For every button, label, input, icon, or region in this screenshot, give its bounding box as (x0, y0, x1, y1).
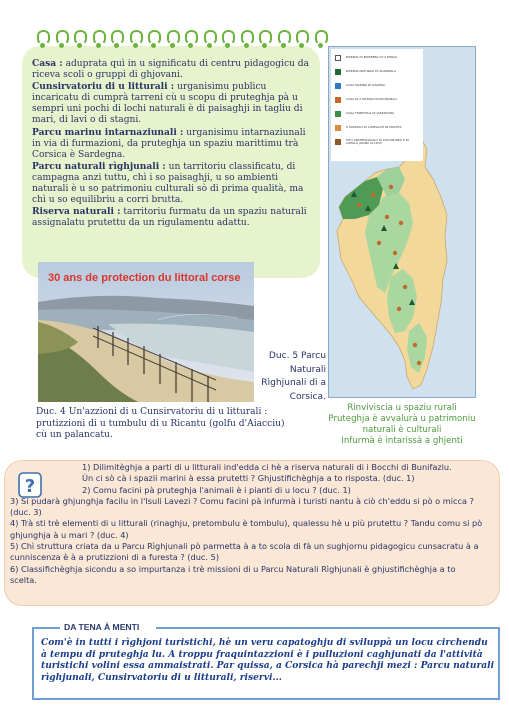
svg-text:?: ? (24, 476, 36, 497)
legend-item (335, 97, 420, 103)
glossary-definition: aduprata quì in u significatu di centru pidagogicu da riceva scoli o gruppi di ghjovani. (32, 59, 310, 81)
ring-icon (92, 30, 104, 48)
photo-title: 30 ans de protection du littoral corse (48, 272, 241, 284)
ring-icon (166, 30, 178, 48)
ring-icon (129, 30, 141, 48)
glossary-entry (32, 161, 314, 206)
glossary-entry (32, 127, 314, 161)
ring-icon (203, 30, 215, 48)
ring-icon (36, 30, 48, 48)
glossary-entry (32, 58, 314, 81)
glossary-card (22, 46, 320, 278)
legend-label: RISERVA DI BIOSFERA DI U FANGU (346, 55, 398, 60)
legend-swatch (335, 55, 341, 61)
legend-label: CASA MARINA DI GALERIA (346, 83, 386, 88)
question-item: 6) Classifichèghja sicondu a so impurtanza i trè missioni di u Parcu Naturali Rìghjunali è ghjustifichèghja a to scelta. (10, 563, 456, 585)
glossary-term: Casa : (32, 58, 63, 69)
map-caption-line: Infurmà è intarissà a ghjenti (341, 436, 463, 446)
legend-item (335, 69, 420, 75)
ring-icon (184, 30, 196, 48)
notebook-rings (36, 30, 326, 50)
glossary-entry (32, 81, 314, 126)
legend-swatch (335, 125, 341, 131)
legend-item (335, 139, 420, 146)
map-caption-line: Pruteghja è avvalurà u patrimoniu (328, 414, 476, 424)
question-item: 1) Dilimitèghja a parti di u litturali ind'edda ci hè a riserva naturali di i Bocchi di Bunifaziu. (82, 462, 452, 472)
coast-photo (38, 262, 254, 402)
question-item: 5) Chì struttura criata da u Parcu Rìghjunali pò parmetta à a to scola di fà un sughjornu pidagogicu cunsacratu à a cunniscenza è à a prutizzioni di a furesta ? (duc. 5) (10, 541, 479, 563)
summary-text: Com'è in tutti i rìghjoni turistichi, hè un veru capatoghju di sviluppà un locu circhendu à tempu di pruteghja lu. A troppu fraquintazzioni è i pulluzioni caghjunati da l'attività turistichi volini essa ammaistrati. Par quissa, a Corsica hà parechji mezi : Parcu naturali rìghjunali, Cunsirvatoriu di u litturali, riservi... (41, 637, 495, 683)
ring-icon (295, 30, 307, 48)
summary-heading: DA TENA À MENTI (60, 621, 156, 635)
ring-icon (73, 30, 85, 48)
glossary-term: Parcu marinu intarnaziunali : (32, 126, 184, 138)
ring-icon (55, 30, 67, 48)
glossary-definition: urganisimu publicu incaricatu di cumprà tarreni cù u scopu di pruteghja pà u sempri uni pochi di lochi naturali è di paisaghji in tagliu di mari, di lavi o di stagni. (32, 82, 303, 126)
map-caption-line: Rinviviscia u spaziu rurali (347, 403, 457, 413)
question-item: Ùn ci sò cà i spazii marini à essa prutetti ? Ghjustifichèghja a to risposta. (duc. 1) (82, 473, 415, 484)
legend-label: CASA FORESTALI DI VIZZAVONA (346, 111, 394, 116)
legend-swatch (335, 97, 341, 103)
map-legend (331, 49, 423, 161)
legend-label: CASA DI A NATURA IN RÌGHJUNALI (346, 97, 397, 102)
ring-icon (258, 30, 270, 48)
doc5-line: Duc. 5 Parcu (268, 351, 326, 361)
legend-item (335, 83, 420, 89)
question-list (10, 462, 484, 586)
question-item: 2) Comu facini pà pruteghja l'animali è i pianti di u locu ? (duc. 1) (82, 484, 351, 495)
doc5-line: Rìghjunali di a (261, 378, 326, 388)
legend-item (335, 111, 420, 117)
legend-swatch (335, 69, 341, 75)
glossary-term: Parcu naturali rìghjunali : (32, 160, 166, 172)
legend-swatch (335, 111, 341, 117)
map-caption (322, 403, 482, 447)
ring-icon (314, 30, 326, 48)
doc4-caption: Duc. 4 Un'azzioni di u Cunsirvatoriu di u litturali : prutizzioni di u tumbulu di u Ricantu (golfu d'Aiacciu) cù un palancatu. (36, 407, 285, 440)
glossary-definition: urganisimu intarnaziunali in via di furmazioni, da pruteghja un spaziu marittimu trà Corsica è Sardegna. (32, 127, 306, 160)
glossary-term: Riserva naturali : (32, 206, 121, 218)
legend-swatch (335, 83, 341, 89)
legend-item (335, 55, 420, 61)
glossary-text (32, 58, 314, 229)
doc5-caption (256, 350, 326, 404)
glossary-term: Cunsirvatoriu di u litturali : (32, 81, 175, 93)
ring-icon (221, 30, 233, 48)
question-item: 3) Si pudarà ghjunghja facilu in l'Isuli Lavezi ? Comu facini pà infurmà i turisti nantu à ciò ch'eddu si pò o micca ? (duc. 3) (10, 495, 474, 518)
glossary-entry (32, 206, 314, 229)
map-caption-line: naturali è culturali (362, 425, 442, 435)
legend-item (335, 125, 420, 131)
ring-icon (240, 30, 252, 48)
doc5-line: Corsica. (289, 391, 326, 402)
legend-label: RISERVA NATURALI DI SCANDOLA (346, 69, 397, 74)
glossary-definition: tarritoriu furmatu da un spaziu naturali assignalatu prutettu da un rigulamentu adattu. (32, 207, 307, 229)
ring-icon (147, 30, 159, 48)
doc5-line: Naturali (289, 364, 326, 375)
corsica-park-map (328, 46, 476, 398)
glossary-definition: un tarritoriu classificatu, di campagna anzi tuttu, chì i so paisaghji, u so ambienti naturali è u so patrimoniu culturali sò di prima qualità, ma chì u so equilibriu a corri brutta. (32, 161, 304, 206)
ring-icon (277, 30, 289, 48)
question-item: 4) Trà sti trè elementi di u litturali (rinaghju, pretombulu è tombulu), qualessu hè u più prutettu ? Tandu comu si pò ghjunghja à u mari ? (duc. 4) (10, 518, 483, 540)
ring-icon (110, 30, 122, 48)
legend-label: U PAESOLU DI CUPPULATI IN MULTITÀ (346, 125, 402, 130)
legend-swatch (335, 139, 341, 145)
legend-label: SITU ARCHEOLOGICU DI CUCURUZZU È DI CAPULA (PIANU DI LEVÌ) (346, 138, 410, 146)
